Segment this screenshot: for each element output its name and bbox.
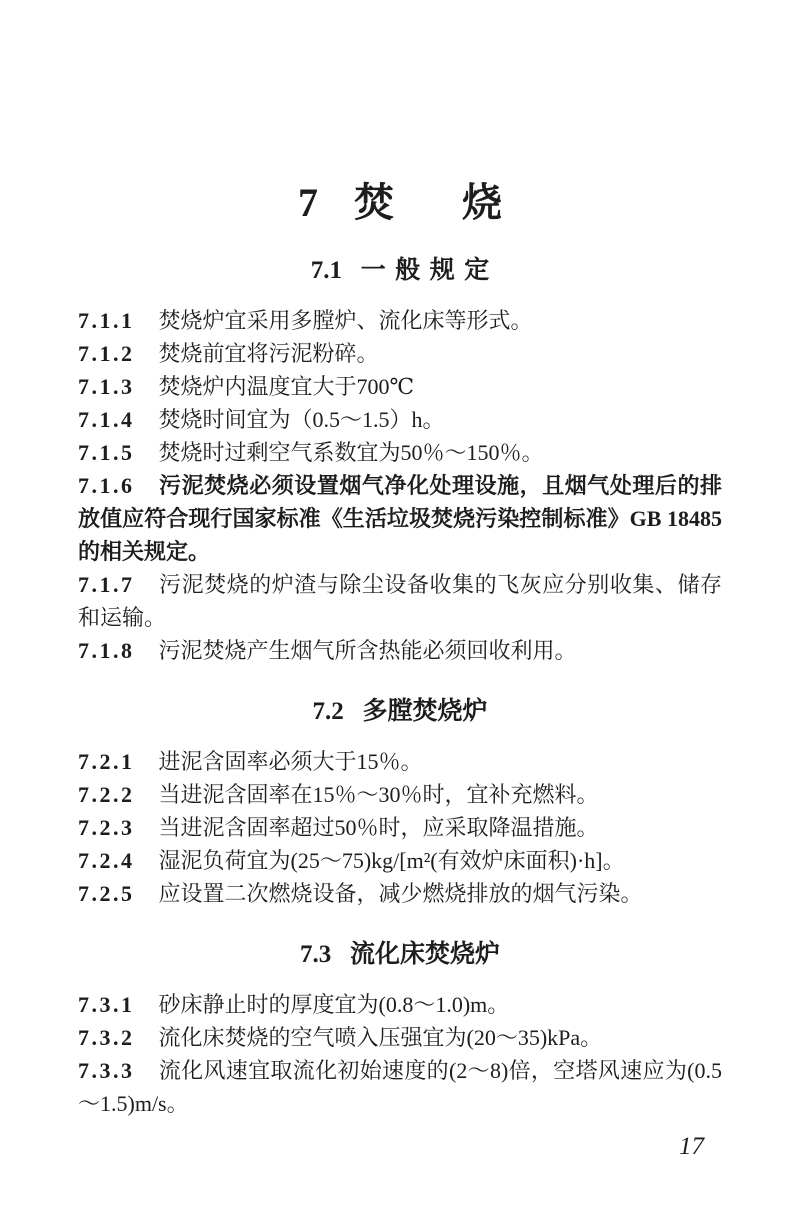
clause-text: 污泥焚烧必须设置烟气净化处理设施，且烟气处理后的排放值应符合现行国家标准《生活垃圾焚烧污染控制标准》GB 18485的相关规定。 [78, 473, 722, 564]
clause-text: 砂床静止时的厚度宜为(0.8～1.0)m。 [158, 992, 510, 1017]
clause-text: 焚烧炉宜采用多膛炉、流化床等形式。 [158, 308, 533, 333]
clause-text: 污泥焚烧产生烟气所含热能必须回收利用。 [158, 638, 577, 663]
clause-number: 7.3.3 [78, 1058, 135, 1083]
page-number: 17 [679, 1133, 704, 1160]
clause-7-2-3 [78, 811, 722, 844]
clause-text: 焚烧前宜将污泥粉碎。 [158, 341, 379, 366]
clause-7-3-3 [78, 1054, 722, 1120]
clause-number: 7.1.2 [78, 341, 135, 366]
clause-text: 流化床焚烧的空气喷入压强宜为(20～35)kPa。 [158, 1025, 603, 1050]
clause-number: 7.1.4 [78, 407, 135, 432]
clause-7-1-8 [78, 634, 722, 667]
section-title: 多膛焚烧炉 [362, 698, 488, 725]
clause-text: 污泥焚烧的炉渣与除尘设备收集的飞灰应分别收集、储存和运输。 [78, 572, 722, 630]
clause-text: 焚烧时过剩空气系数宜为50％～150％。 [158, 440, 544, 465]
clause-number: 7.2.2 [78, 782, 135, 807]
clause-text: 流化风速宜取流化初始速度的(2～8)倍，空塔风速应为(0.5～1.5)m/s。 [78, 1058, 722, 1116]
clause-7-3-2 [78, 1021, 722, 1054]
clause-number: 7.1.6 [78, 473, 135, 498]
clause-text: 进泥含固率必须大于15％。 [158, 749, 423, 774]
section-7-3-clauses [78, 988, 722, 1120]
clause-7-2-5 [78, 877, 722, 910]
clause-number: 7.1.1 [78, 308, 135, 333]
clause-number: 7.1.8 [78, 638, 135, 663]
clause-7-1-1 [78, 304, 722, 337]
section-heading-7-2 [78, 697, 722, 727]
clause-7-2-4 [78, 844, 722, 877]
section-heading-7-3 [78, 940, 722, 970]
clause-7-1-2 [78, 337, 722, 370]
clause-7-1-7 [78, 568, 722, 634]
chapter-title-text: 焚烧 [354, 180, 570, 225]
clause-text: 湿泥负荷宜为(25～75)kg/[m²(有效炉床面积)·h]。 [158, 848, 625, 873]
clause-number: 7.1.3 [78, 374, 135, 399]
clause-number: 7.2.1 [78, 749, 135, 774]
section-title: 一般规定 [360, 257, 499, 284]
section-title: 流化床焚烧炉 [349, 941, 500, 968]
section-number: 7.1 [310, 257, 342, 284]
clause-7-2-1 [78, 745, 722, 778]
section-7-1-clauses [78, 304, 722, 667]
section-number: 7.2 [312, 698, 344, 725]
clause-7-2-2 [78, 778, 722, 811]
chapter-title [78, 180, 722, 226]
clause-text: 当进泥含固率超过50％时，应采取降温措施。 [158, 815, 599, 840]
clause-number: 7.1.7 [78, 572, 135, 597]
clause-number: 7.1.5 [78, 440, 135, 465]
section-number: 7.3 [299, 941, 332, 968]
chapter-number: 7 [298, 180, 318, 225]
clause-text: 焚烧炉内温度宜大于700℃ [158, 374, 415, 399]
clause-text: 焚烧时间宜为（0.5～1.5）h。 [158, 407, 445, 432]
clause-number: 7.2.3 [78, 815, 135, 840]
clause-7-1-6 [78, 469, 722, 568]
section-heading-7-1 [78, 256, 722, 286]
section-7-2-clauses [78, 745, 722, 910]
clause-7-1-4 [78, 403, 722, 436]
clause-7-1-5 [78, 436, 722, 469]
clause-7-1-3 [78, 370, 722, 403]
clause-number: 7.2.5 [78, 881, 135, 906]
clause-number: 7.2.4 [78, 848, 135, 873]
clause-text: 应设置二次燃烧设备，减少燃烧排放的烟气污染。 [158, 881, 643, 906]
clause-text: 当进泥含固率在15％～30％时，宜补充燃料。 [158, 782, 599, 807]
clause-7-3-1 [78, 988, 722, 1021]
clause-number: 7.3.2 [78, 1025, 135, 1050]
clause-number: 7.3.1 [78, 992, 135, 1017]
